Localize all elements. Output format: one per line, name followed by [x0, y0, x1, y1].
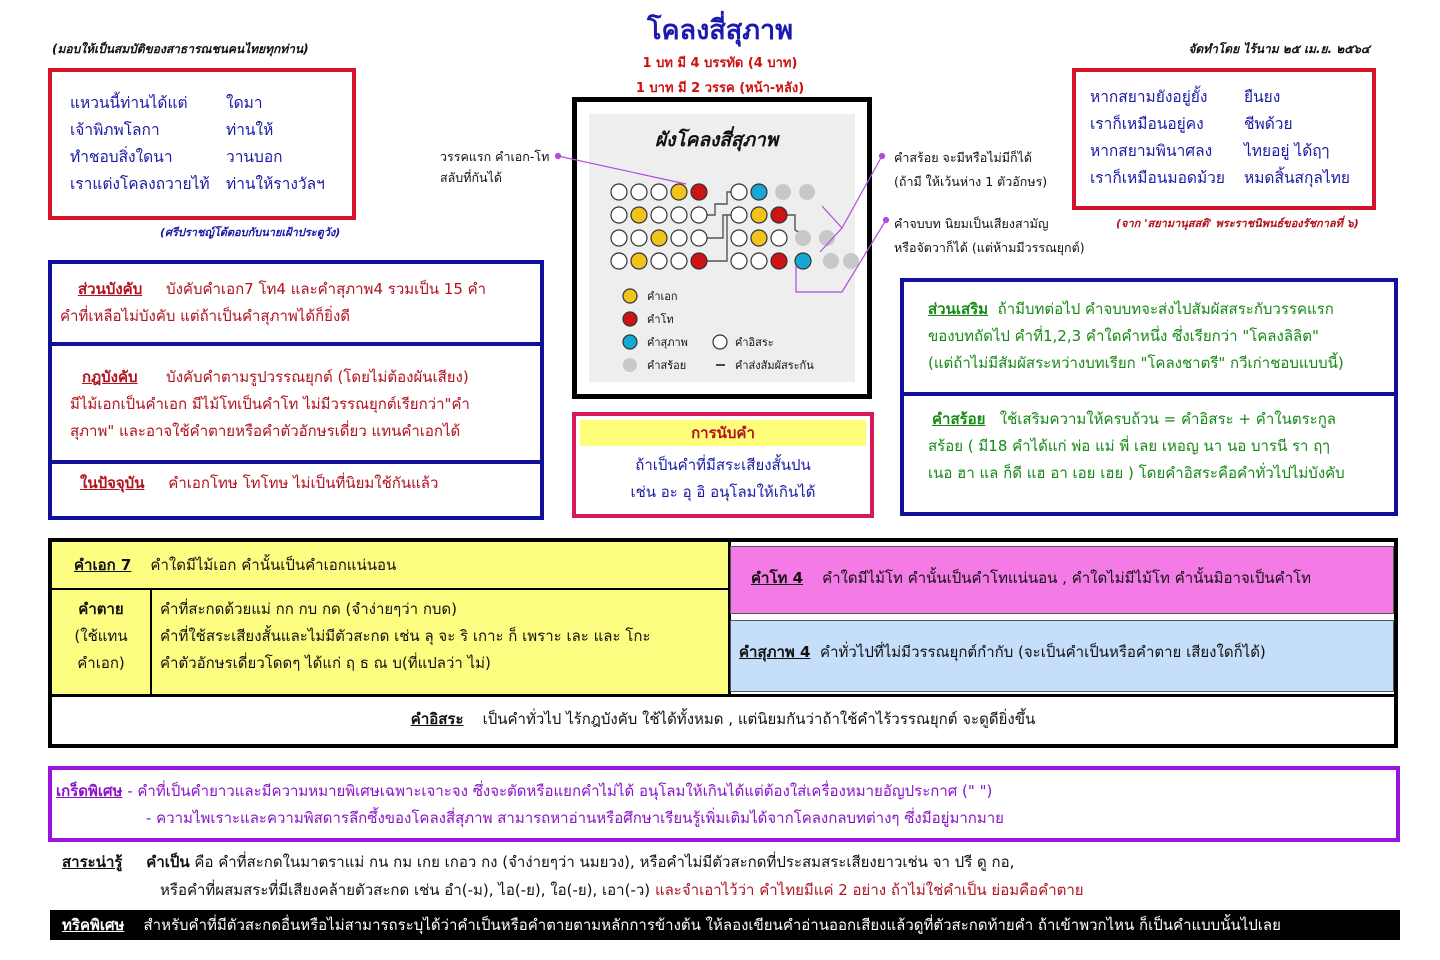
rules-divider-2	[52, 460, 540, 464]
poem-left-line-4a: เราแต่งโคลงถวายไท้	[70, 175, 210, 193]
dead-heading-2: (ใช้แทน	[74, 627, 128, 645]
poem-left-line-2b: ท่านให้	[226, 121, 274, 139]
poem-left-line-3a: ทำชอบสิ่งใดนา	[70, 148, 173, 166]
dead-heading-1: คำตาย	[78, 600, 124, 618]
pointer-end-dot	[884, 218, 889, 223]
dead-text	[160, 596, 651, 677]
diagram-note-end-1: คำจบบท นิยมเป็นเสียงสามัญ	[894, 216, 1049, 231]
poem-left-line-1b: ใดมา	[226, 94, 263, 112]
counting-text-2: เช่น อะ อุ อิ อนุโลมให้เกินได้	[630, 483, 816, 501]
knowledge-text-1: คือ คำที่สะกดในมาตราแม่ กน กม เกย เกอว กง (จำง่ายๆว่า นมยวง), หรือคำไม่มีตัวสะกดที่ประสมสระเสียงยาวเช่น จา ปรี ดู กอ,	[194, 853, 1015, 871]
addon-box	[900, 278, 1398, 516]
diagram-note-left-1: วรรคแรก คำเอก-โท	[440, 149, 550, 164]
poem-right-line-3a: หากสยามพินาศลง	[1090, 142, 1213, 160]
ek-row	[74, 552, 396, 579]
trivia-box	[48, 766, 1400, 842]
legend-soi-label: คำสร้อย	[647, 359, 687, 372]
trivia-heading: เกร็ดพิเศษ	[56, 782, 123, 800]
compulsory-heading: ส่วนบังคับ	[78, 280, 143, 298]
rule-text-1: บังคับคำตามรูปวรรณยุกต์ (โดยไม่ต้องผันเสียง)	[166, 368, 469, 386]
poem-left-line-2a: เจ้าพิภพโลกา	[70, 121, 160, 139]
present-text: คำเอกโทษ โทโทษ ไม่เป็นที่นิยมใช้กันแล้ว	[168, 474, 439, 492]
addon-text-2: ของบทถัดไป คำที่1,2,3 คำใดคำหนึ่ง ซึ่งเรียกว่า "โคลงลิลิต"	[928, 327, 1319, 345]
soi-heading: คำสร้อย	[932, 410, 986, 428]
counting-text-1: ถ้าเป็นคำที่มีสระเสียงสั้นปน	[635, 456, 811, 474]
poem-right-line-4a: เราก็เหมือนมอดม้วย	[1090, 169, 1225, 187]
author-note: จัดทำโดย ไร้นาม ๒๕ เม.ย. ๒๕๖๔	[1188, 42, 1370, 56]
public-domain-note: (มอบให้เป็นสมบัติของสาธารณชนคนไทยทุกท่าน)	[52, 42, 309, 56]
soi-text-3: เนอ ฮา แล ก็ดี แฮ อา เอย เฮย ) โดยคำอิสระคือคำทั่วไปไม่บังคับ	[928, 464, 1345, 482]
poem-left-line-4b: ท่านให้รางวัลฯ	[226, 175, 325, 193]
dead-text-2: คำที่ใช้สระเสียงสั้นและไม่มีตัวสะกด เช่น ลุ จะ ริ เกาะ ก็ เพราะ เละ และ โกะ	[160, 627, 651, 645]
tho-heading: คำโท 4	[751, 569, 804, 587]
diagram-note-soi-1: คำสร้อย จะมีหรือไม่มีก็ได้	[894, 150, 1033, 165]
legend-suphap-label: คำสุภาพ	[647, 336, 688, 349]
tho-cell	[730, 546, 1394, 614]
issara-text: เป็นคำทั่วไป ไร้กฎบังคับ ใช้ได้ทั้งหมด , แต่นิยมกันว่าถ้าใช้คำไร้วรรณยุกต์ จะดูดียิ่งขึ้น	[482, 710, 1036, 728]
poem-left-credit: (ศรีปราชญ์โต้ตอบกับนายเฝ้าประตูวัง)	[160, 226, 341, 239]
ek-divider	[52, 588, 728, 590]
present-heading: ในปัจจุบัน	[80, 474, 145, 492]
ek-text: คำใดมีไม้เอก คำนั้นเป็นคำเอกแน่นอน	[150, 556, 397, 574]
legend-ek-label: คำเอก	[647, 290, 678, 303]
poem-right-line-1b: ยืนยง	[1244, 88, 1281, 106]
rules-box	[48, 260, 544, 520]
poem-right-credit: (จาก 'สยามานุสสติ' พระราชนิพนธ์ของรัชกาลที่ ๖)	[1116, 217, 1359, 230]
issara-heading: คำอิสระ	[410, 710, 464, 728]
rule-text-2: มีไม้เอกเป็นคำเอก มีไม้โทเป็นคำโท ไม่มีวรรณยุกต์เรียกว่า"คำ	[70, 395, 470, 413]
diagram-note-end-2: หรือจัตวาก็ได้ (แต่ห้ามมีวรรณยุกต์)	[894, 240, 1085, 255]
trivia-text-1: - คำที่เป็นคำยาวและมีความหมายพิเศษเฉพาะเจาะจง ซึ่งจะตัดหรือแยกคำไม่ได้ อนุโลมให้เกินได้แต่ต้องใส่เครื่องหมายอัญประกาศ (" ")	[127, 782, 993, 800]
trick-bar	[50, 910, 1400, 940]
poem-right-line-2a: เราก็เหมือนอยู่คง	[1090, 115, 1204, 133]
legend-tho-label: คำโท	[647, 313, 674, 326]
dead-heading	[52, 596, 150, 677]
addon-text-1: ถ้ามีบทต่อไป คำจบบทจะส่งไปสัมผัสสระกับวรรคแรก	[997, 300, 1334, 318]
ek-heading: คำเอก 7	[74, 556, 132, 574]
poem-left-line-1a: แหวนนี้ท่านได้แต่	[70, 94, 188, 112]
subtitle-stanza: 1 บท มี 4 บรรทัด (4 บาท)	[642, 56, 798, 71]
addon-line-1	[928, 296, 1334, 323]
diagram-note-soi-2: (ถ้ามี ให้เว้นห่าง 1 ตัวอักษร)	[894, 174, 1048, 189]
poem-right-line-4b: หมดสิ้นสกุลไทย	[1244, 169, 1350, 187]
word-types-table	[48, 538, 1398, 748]
knowledge-line-1	[62, 849, 1014, 876]
pointer-soi-dot	[880, 154, 885, 159]
suphap-cell	[730, 620, 1394, 692]
rule-heading: กฎบังคับ	[82, 368, 138, 386]
knowledge-heading: สาระน่ารู้	[62, 853, 123, 871]
pointer-left-dot	[556, 154, 561, 159]
trivia-line-1	[56, 778, 992, 805]
diagram-title: ผังโคลงสี่สุภาพ	[655, 129, 779, 151]
dead-text-1: คำที่สะกดด้วยแม่ กก กบ กด (จำง่ายๆว่า กบด)	[160, 600, 458, 618]
present-line	[80, 470, 438, 497]
suphap-heading: คำสุภาพ 4	[739, 643, 811, 661]
compulsory-line-1	[78, 276, 486, 303]
pointer-soi-2	[820, 228, 842, 252]
poem-right-line-1a: หากสยามยังอยู่ยั้ง	[1090, 88, 1208, 106]
pointer-soi	[822, 156, 882, 228]
suphap-row	[739, 639, 1266, 666]
tho-row	[751, 565, 1311, 592]
legend-issara-label: คำอิสระ	[735, 336, 774, 349]
soi-text-1: ใช้เสริมความให้ครบถ้วน = คำอิสระ + คำในตระกูล	[999, 410, 1336, 428]
soi-line-1	[932, 406, 1336, 433]
suphap-text: คำทั่วไปที่ไม่มีวรรณยุกต์กำกับ (จะเป็นคำเป็นหรือคำตาย เสียงใดก็ได้)	[820, 643, 1266, 661]
trick-heading: ทริคพิเศษ	[62, 916, 125, 934]
counting-box	[572, 412, 874, 518]
addon-text-3: (แต่ถ้าไม่มีสัมผัสระหว่างบทเรียก "โคลงชาตรี" กวีเก่าชอบแบบนี้)	[928, 354, 1344, 372]
rule-line-1	[82, 364, 469, 391]
poem-right-line-2b: ชีพด้วย	[1244, 115, 1293, 133]
poem-right-line-3b: ไทยอยู่ ได้ฤๅ	[1244, 142, 1330, 160]
counting-text	[576, 452, 870, 506]
knowledge-line-2	[160, 877, 1084, 904]
issara-row	[52, 706, 1394, 733]
compulsory-text-1: บังคับคำเอก7 โท4 และคำสุภาพ4 รวมเป็น 15 คำ	[166, 280, 487, 298]
pointer-left	[558, 156, 686, 184]
dead-divider	[150, 590, 152, 694]
counting-heading: การนับคำ	[580, 420, 866, 446]
addon-divider	[904, 392, 1394, 396]
subtitle-line: 1 บาท มี 2 วรรค (หน้า-หลัง)	[635, 81, 805, 96]
compulsory-text-2: คำที่เหลือไม่บังคับ แต่ถ้าเป็นคำสุภาพได้ก็ยิ่งดี	[60, 307, 351, 325]
rules-divider-1	[52, 342, 540, 346]
legend-link-label: คำส่งสัมผัสระกัน	[735, 359, 814, 372]
knowledge-bold: คำเป็น	[146, 853, 190, 871]
knowledge-text-2b: และจำเอาไว้ว่า คำไทยมีแค่ 2 อย่าง ถ้าไม่ใช่คำเป็น ย่อมคือคำตาย	[654, 881, 1084, 899]
rule-text-3: สุภาพ" และอาจใช้คำตายหรือคำตัวอักษรเดี่ยว แทนคำเอกได้	[70, 422, 461, 440]
dead-heading-3: คำเอก)	[77, 654, 125, 672]
knowledge-text-2a: หรือคำที่ผสมสระที่มีเสียงคล้ายตัวสะกด เช่น อำ(-ม), ไอ(-ย), ใอ(-ย), เอา(-ว)	[160, 881, 651, 899]
soi-text-2: สร้อย ( มี18 คำได้แก่ พ่อ แม่ พี่ เลย เหอญ นา นอ บารนี รา ฤๅ	[928, 437, 1330, 455]
tho-text: คำใดมีไม้โท คำนั้นเป็นคำโทแน่นอน , คำใดไม่มีไม้โท คำนั้นมิอาจเป็นคำโท	[822, 569, 1312, 587]
page-title: โคลงสี่สุภาพ	[646, 15, 793, 46]
diagram-note-left-2: สลับที่กันได้	[440, 170, 502, 185]
trick-text: สำหรับคำที่มีตัวสะกดอื่นหรือไม่สามารถระบุได้ว่าคำเป็นหรือคำตายตามหลักการข้างต้น ให้ลองเขียนคำอ่านออกเสียงแล้วดูที่ตัวสะกดท้ายคำ ถ้าเข้าพวกไหน ก็เป็นคำแบบนั้นไปเลย	[143, 916, 1281, 934]
trivia-text-2: - ความไพเราะและความพิสดารลึกซึ้งของโคลงสี่สุภาพ สามารถหาอ่านหรือศึกษาเรียนรู้เพิ่มเติมได้จากโคลงกลบทต่างๆ ซึ่งมีอยู่มากมาย	[146, 809, 1004, 827]
poem-left-line-3b: วานบอก	[226, 148, 283, 166]
table-bottom-divider	[52, 694, 1394, 697]
dead-text-3: คำตัวอักษรเดี่ยวโดดๆ ได้แก่ ฤ ธ ณ บ(ที่แปลว่า ไม่)	[160, 654, 491, 672]
pointer-end	[796, 220, 886, 292]
addon-heading: ส่วนเสริม	[928, 300, 989, 318]
